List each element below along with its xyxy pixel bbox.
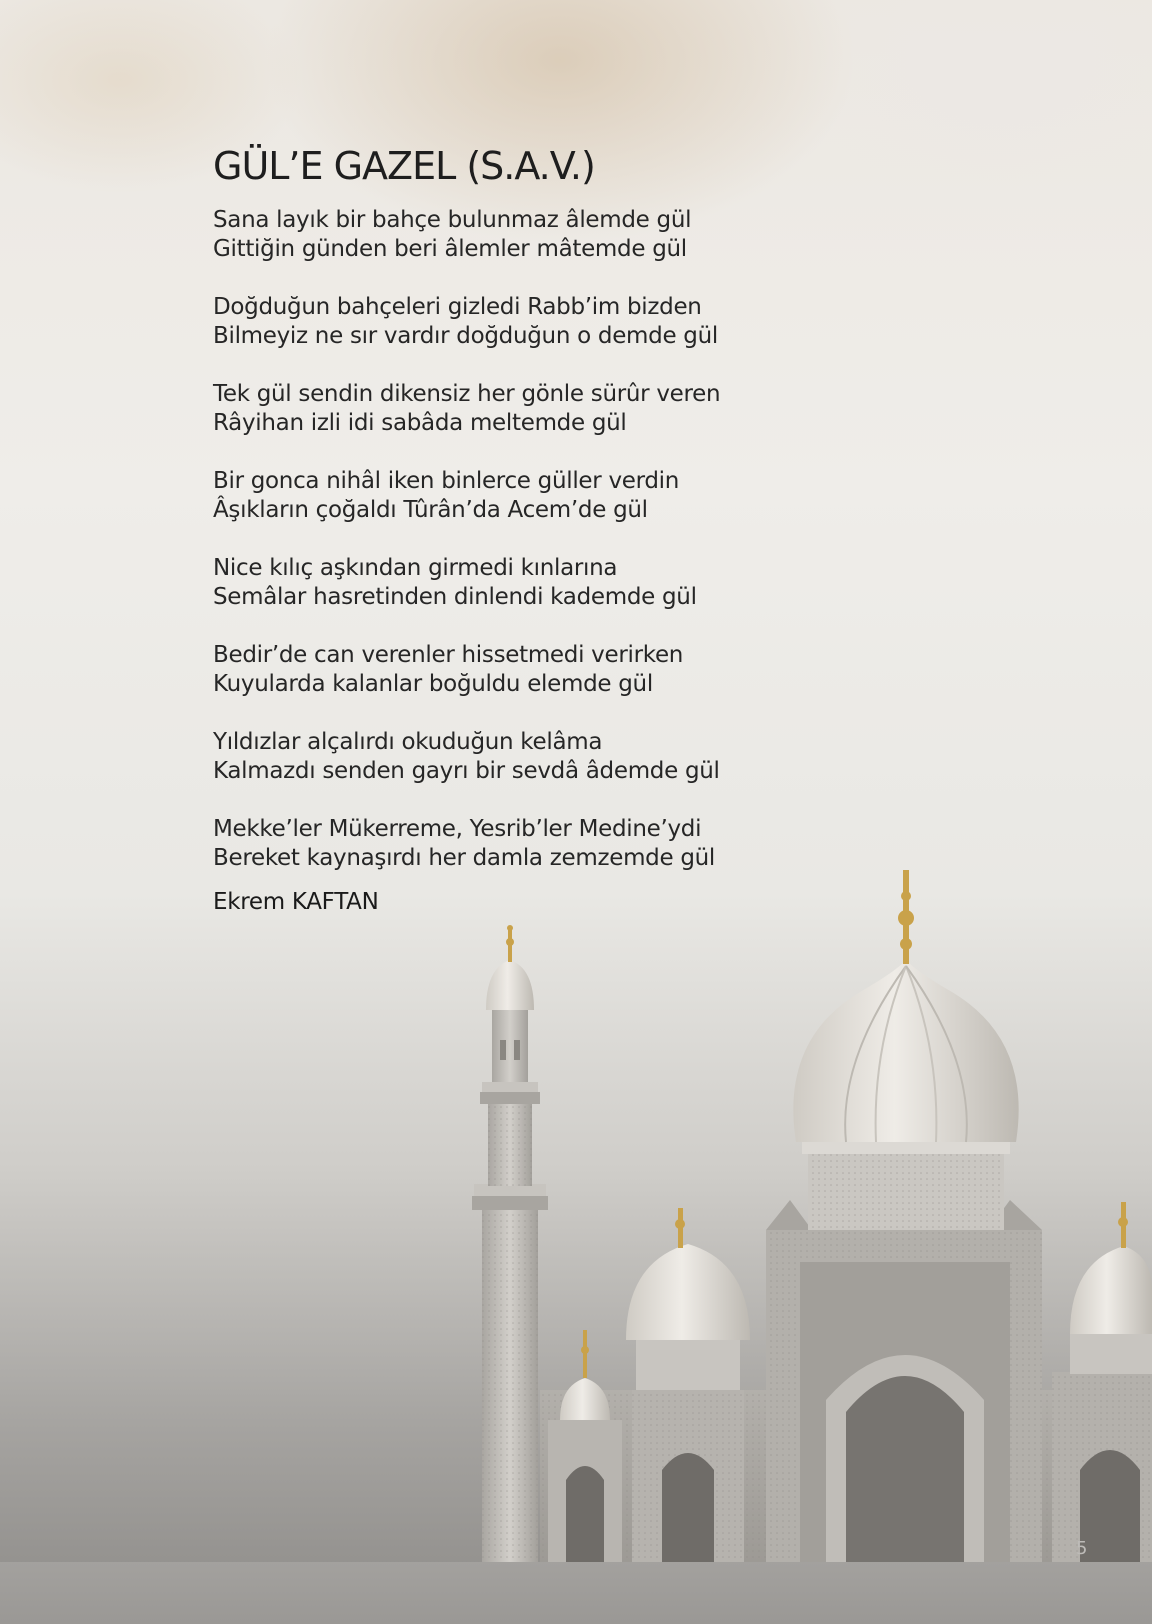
poem-line: Gittiğin günden beri âlemler mâtemde gül xyxy=(213,236,687,262)
poem-line: Sana layık bir bahçe bulunmaz âlemde gül xyxy=(213,207,692,233)
poem-line: Yıldızlar alçalırdı okuduğun kelâma xyxy=(213,729,603,755)
poem-line: Bilmeyiz ne sır vardır doğduğun o demde gül xyxy=(213,323,718,349)
poem-line: Kuyularda kalanlar boğuldu elemde gül xyxy=(213,671,653,697)
stanza xyxy=(213,380,833,438)
page-number: 5 xyxy=(1076,1538,1088,1559)
poem-line: Tek gül sendin dikensiz her gönle sürûr veren xyxy=(213,381,721,407)
stanza xyxy=(213,293,833,351)
stanza xyxy=(213,728,833,786)
poem-line: Râyihan izli idi sabâda meltemde gül xyxy=(213,410,627,436)
stanza xyxy=(213,554,833,612)
stanza xyxy=(213,467,833,525)
main-dome xyxy=(793,870,1018,1230)
poem-line: Bir gonca nihâl iken binlerce güller verdin xyxy=(213,468,680,494)
poem-line: Bereket kaynaşırdı her damla zemzemde gül xyxy=(213,845,715,871)
ground xyxy=(0,1562,1152,1624)
poem-title: GÜL’E GAZEL (S.A.V.) xyxy=(213,144,595,188)
poem-line: Doğduğun bahçeleri gizledi Rabb’im bizden xyxy=(213,294,702,320)
poem xyxy=(213,140,833,917)
poem-line: Bedir’de can verenler hissetmedi verirken xyxy=(213,642,684,668)
stanza xyxy=(213,641,833,699)
poem-line: Nice kılıç aşkından girmedi kınlarına xyxy=(213,555,618,581)
poem-line: Semâlar hasretinden dinlendi kademde gül xyxy=(213,584,697,610)
stanza xyxy=(213,815,833,873)
minaret xyxy=(472,925,548,1562)
stanza xyxy=(213,206,833,264)
poem-line: Âşıkların çoğaldı Tûrân’da Acem’de gül xyxy=(213,497,648,523)
poem-author: Ekrem KAFTAN xyxy=(213,889,379,915)
poem-line: Mekke’ler Mükerreme, Yesrib’ler Medine’ydi xyxy=(213,816,702,842)
poem-line: Kalmazdı senden gayrı bir sevdâ âdemde gül xyxy=(213,758,720,784)
